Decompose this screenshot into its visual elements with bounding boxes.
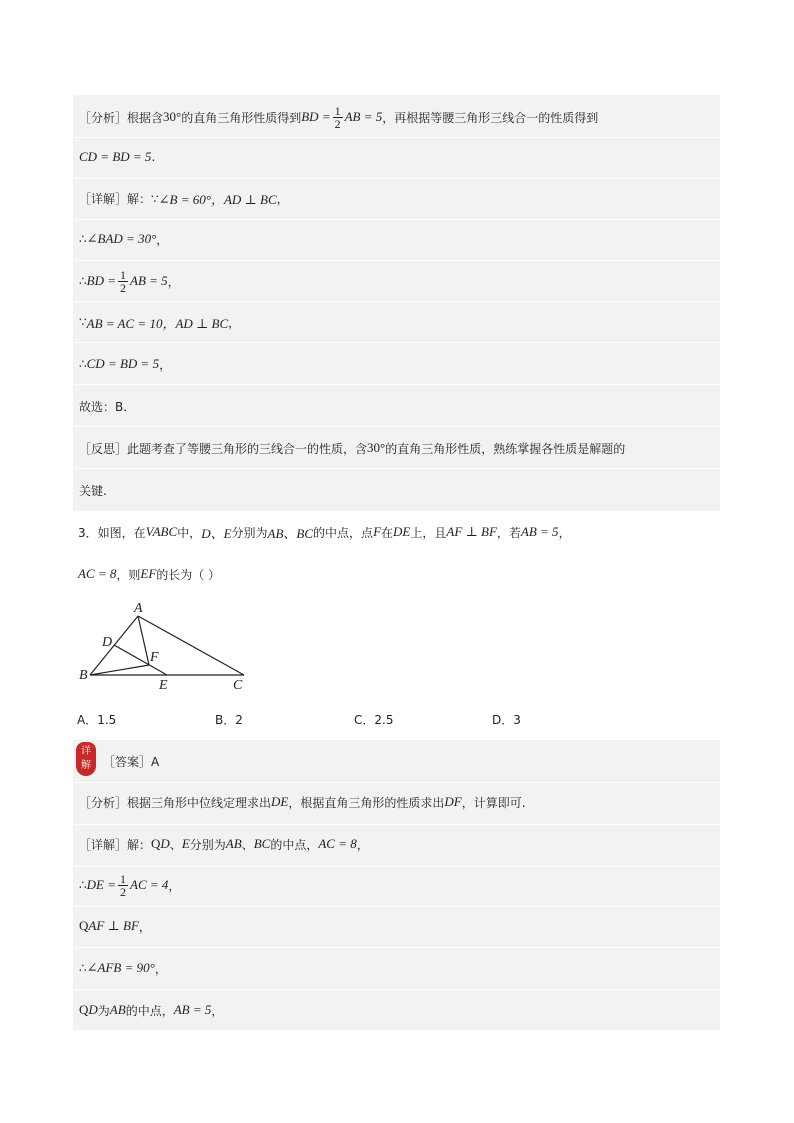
analysis-line-8: 故选：B. [79,399,128,414]
answer-detail-line-2: ∴ DE = $\frac{1}{2}$ AC = 4 ， [79,871,181,899]
analysis-line-3: ［详解］解：∵ ∠B = 60°，AD ⊥ BC ， [79,191,289,207]
triangle-figure [76,598,256,698]
label-d: D [102,635,113,650]
fraction-one-half: $\frac{1}{2}$ [334,103,341,131]
label-a: A [134,601,143,616]
analysis-line-2: CD = BD = 5 . [79,149,156,164]
label-f: F [150,650,159,665]
label-c: C [233,678,243,693]
answer-line: ［答案］A [103,754,160,769]
answer-block [73,740,720,1030]
segment-af [138,616,149,665]
question-3-line-2: AC = 8 ，则 EF 的长为（ ） [78,566,221,582]
question-3-line-1: 3．如图，在 VABC 中， D、E 分别为 AB、BC 的中点，点 F 在 DE 上，且 AF ⊥ BF ，若 AB = 5 ， [78,524,571,541]
analysis-line-4: ∴ ∠BAD = 30° ， [79,231,169,247]
answer-detail-line-1: ［详解］解： Q D 、 E 分别为 AB 、 BC 的中点， AC = 8 ， [79,836,369,852]
option-d[interactable]: D．3 [492,713,521,727]
answer-detail-line-3: Q AF ⊥ BF ， [79,918,151,934]
answer-detail-line-5: Q D 为 AB 的中点， AB = 5 ， [79,1002,224,1018]
fraction-one-half: $\frac{1}{2}$ [120,267,126,295]
analysis-line-6: ∵ AB = AC = 10，AD ⊥ BC ， [79,315,241,331]
label-b: B [79,668,88,683]
analysis-line-5: ∴ BD = $\frac{1}{2}$ AB = 5 ， [79,267,180,295]
analysis-block [73,95,720,511]
option-c[interactable]: C．2.5 [354,713,394,727]
segment-ac [138,616,244,675]
analysis-line-7: ∴ CD = BD = 5 ， [79,356,172,372]
segment-de [114,645,167,675]
fraction-one-half: $\frac{1}{2}$ [120,871,126,899]
analysis-line-9: ［反思］此题考查了等腰三角形的三线合一的性质，含 30° 的直角三角形性质，熟练掌握各性质是解题的 [79,440,626,456]
analysis-line-10: 关键. [79,483,107,498]
detail-badge-icon: 详 解 [76,742,96,776]
answer-detail-line-4: ∴ ∠AFB = 90° ， [79,960,167,976]
option-a[interactable]: A．1.5 [77,713,117,727]
segment-bf [90,665,149,675]
answer-analysis-line: ［分析］根据三角形中位线定理求出 DE ，根据直角三角形的性质求出 DF ，计算即可. [79,794,526,810]
option-b[interactable]: B．2 [215,713,243,727]
label-e: E [159,678,168,693]
analysis-line-1: ［分析］根据含 30° 的直角三角形性质得到 BD = $\frac{1}{2}$ AB = 5 ，再根据等腰三角形三线合一的性质得到 [79,103,599,131]
